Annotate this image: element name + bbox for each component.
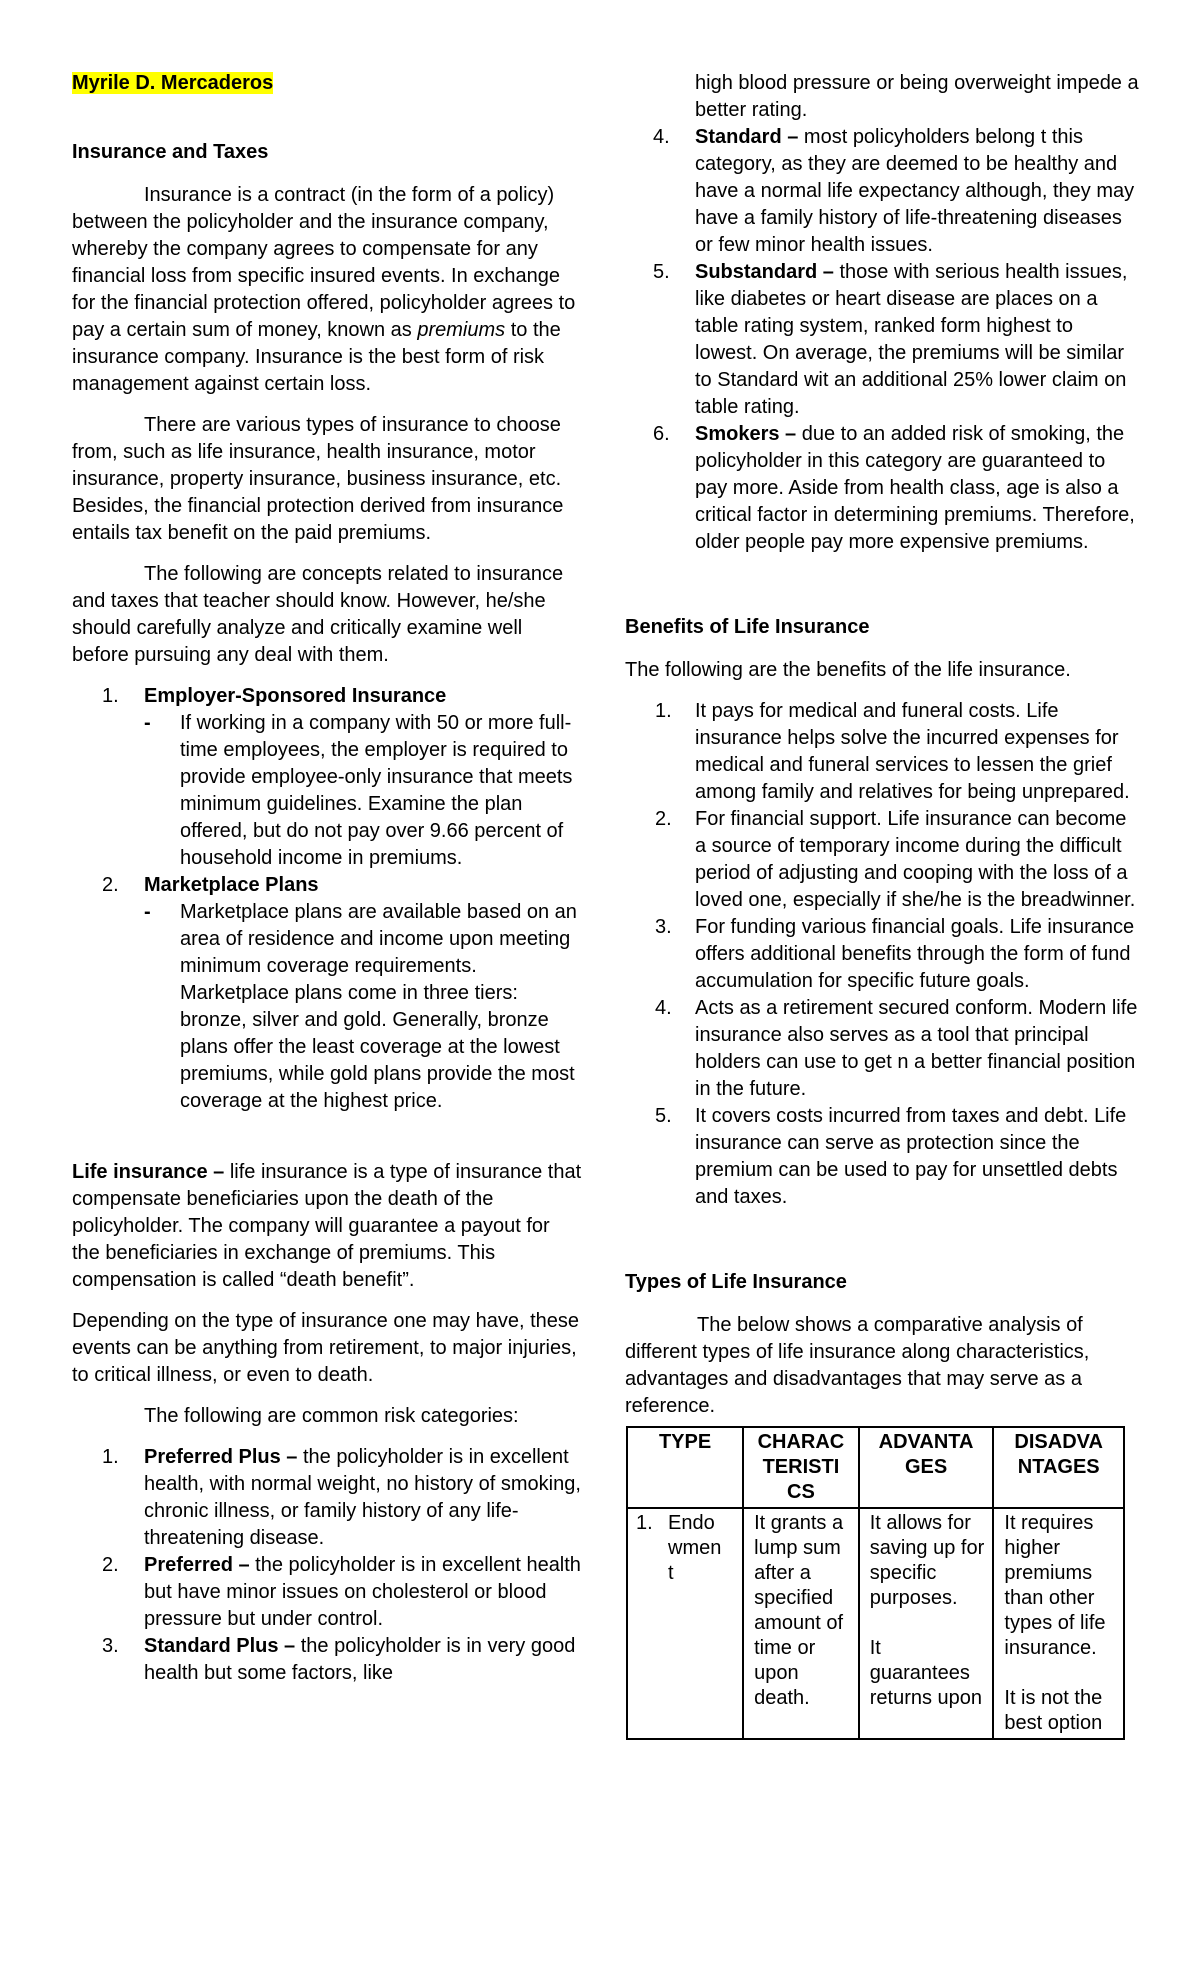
concept-detail: - If working in a company with 50 or more full-time employees, the employer is required to provide employee-only insurance that meets minimum guidelines. Examine the plan offered, but do not pay over 9.66 percent of household income in premiums. (144, 712, 573, 869)
table-cell-disadvantages: It requires higher premiums than other types of life insurance. It is not the best option (993, 1508, 1124, 1739)
list-item: 2. Preferred – the policyholder is in excellent health but have minor issues on cholesterol or blood pressure but under control. (102, 1554, 581, 1630)
table-header: ADVANTA GES (859, 1427, 994, 1508)
risk-list (72, 1444, 582, 1687)
benefits-list (625, 698, 1140, 1211)
paragraph-concepts-intro: The following are concepts related to insurance and taxes that teacher should know. However, he/she should carefully analyze and critically examine well before pursuing any deal with them. (72, 563, 564, 666)
table-header: CHARAC TERISTI CS (743, 1427, 859, 1508)
list-item: 1. Preferred Plus – the policyholder is in excellent health, with normal weight, no history of smoking, chronic illness, or family history of any life-threatening disease. (102, 1446, 581, 1549)
list-item: 1. Employer-Sponsored Insurance - If working in a company with 50 or more full-time employees, the employer is required to provide employee-only insurance that meets minimum guidelines. Examine the plan offered, but do not pay over 9.66 percent of household income in premiums. (72, 683, 582, 872)
list-item: 5. Substandard – those with serious health issues, like diabetes or heart disease are places on a table rating system, ranked form highest to lowest. On average, the premiums will be similar to Standard wit an additional 25% lower claim on table rating. (653, 261, 1128, 418)
comparison-table (626, 1426, 1125, 1740)
concept-title: Marketplace Plans (144, 874, 319, 896)
list-item: 1. It pays for medical and funeral costs. Life insurance helps solve the incurred expenses for medical and funeral services to lessen the grief among family and relatives for being unprepared. (655, 700, 1130, 803)
paragraph-benefits-intro: The following are the benefits of the life insurance. (625, 659, 1071, 681)
risk-list-continued (625, 70, 1140, 556)
list-item: 2. Marketplace Plans - Marketplace plans are available based on an area of residence and income upon meeting minimum coverage requirements. Marketplace plans come in three tiers: bronze, silver and gold. Generally, bronze plans offer the least coverage at the lowest premiums, while gold plans provide the most coverage at the highest price. (72, 872, 582, 1115)
paragraph-depending: Depending on the type of insurance one may have, these events can be anything from retirement, to major injuries, to critical illness, or even to death. (72, 1310, 580, 1386)
table-header-row (627, 1427, 1124, 1508)
author-line (72, 70, 582, 97)
author-name: Myrile D. Mercaderos (72, 72, 274, 94)
table-cell-advantages: It allows for saving up for specific purposes. It guarantees returns upon (859, 1508, 994, 1739)
concept-title: Employer-Sponsored Insurance (144, 685, 447, 707)
table-cell-type: 1. Endo wmen t (627, 1508, 743, 1739)
right-column (625, 70, 1140, 1740)
list-item: 6. Smokers – due to an added risk of smoking, the policyholder in this category are guaranteed to pay more. Aside from health class, age is also a critical factor in determining premiums. Therefore, older people pay more expensive premiums. (653, 423, 1135, 553)
table-header: TYPE (627, 1427, 743, 1508)
section-title-types: Types of Life Insurance (625, 1271, 847, 1293)
list-item: 3. Standard Plus – the policyholder is in very good health but some factors, like (102, 1635, 576, 1684)
table-row (627, 1508, 1124, 1739)
list-item: high blood pressure or being overweight impede a better rating. (695, 72, 1139, 121)
paragraph-types-intro: The below shows a comparative analysis of different types of life insurance along characteristics, advantages and disadvantages that may serve as a reference. (625, 1314, 1090, 1417)
paragraph-life-insurance: Life insurance – life insurance is a type of insurance that compensate beneficiaries upon the death of the policyholder. The company will guarantee a payout for the beneficiaries in exchange of premiums. This compensation is called “death benefit”. (72, 1161, 582, 1291)
list-item: 2. For financial support. Life insurance can become a source of temporary income during the difficult period of adjusting and cooping with the loss of a loved one, especially if she/he is the breadwinner. (655, 808, 1136, 911)
table-header: DISADVA NTAGES (993, 1427, 1124, 1508)
list-item: 4. Acts as a retirement secured conform. Modern life insurance also serves as a tool that principal holders can use to get n a better financial position in the future. (655, 997, 1138, 1100)
list-item: 5. It covers costs incurred from taxes and debt. Life insurance can serve as protection since the premium can be used to pay for unsettled debts and taxes. (655, 1105, 1127, 1208)
concepts-list (72, 683, 582, 1115)
left-column (72, 70, 582, 1687)
list-item: 3. For funding various financial goals. Life insurance offers additional benefits through the form of fund accumulation for specific future goals. (655, 916, 1135, 992)
section-title-insurance-taxes: Insurance and Taxes (72, 141, 269, 163)
concept-detail: - Marketplace plans are available based on an area of residence and income upon meeting minimum coverage requirements. Marketplace plans come in three tiers: bronze, silver and gold. Generally, bronze plans offer the least coverage at the lowest premiums, while gold plans provide the most coverage at the highest price. (144, 901, 577, 1112)
paragraph-types: There are various types of insurance to choose from, such as life insurance, health insurance, motor insurance, property insurance, business insurance, etc. Besides, the financial protection derived from insurance entails tax benefit on the paid premiums. (72, 414, 564, 544)
paragraph-insurance-definition: Insurance is a contract (in the form of a policy) between the policyholder and the insurance company, whereby the company agrees to compensate for any financial loss from specific insured events. In exchange for the financial protection offered, policyholder agrees to pay a certain sum of money, known as premiums to the insurance company. Insurance is the best form of risk management against certain loss. (72, 184, 576, 395)
section-title-benefits: Benefits of Life Insurance (625, 616, 870, 638)
list-item: 4. Standard – most policyholders belong t this category, as they are deemed to be healthy and have a normal life expectancy although, they may have a family history of life-threatening diseases or few minor health issues. (653, 126, 1135, 256)
table-cell-characteristics: It grants a lump sum after a specified amount of time or upon death. (743, 1508, 859, 1739)
paragraph-risk-intro: The following are common risk categories: (144, 1405, 519, 1427)
